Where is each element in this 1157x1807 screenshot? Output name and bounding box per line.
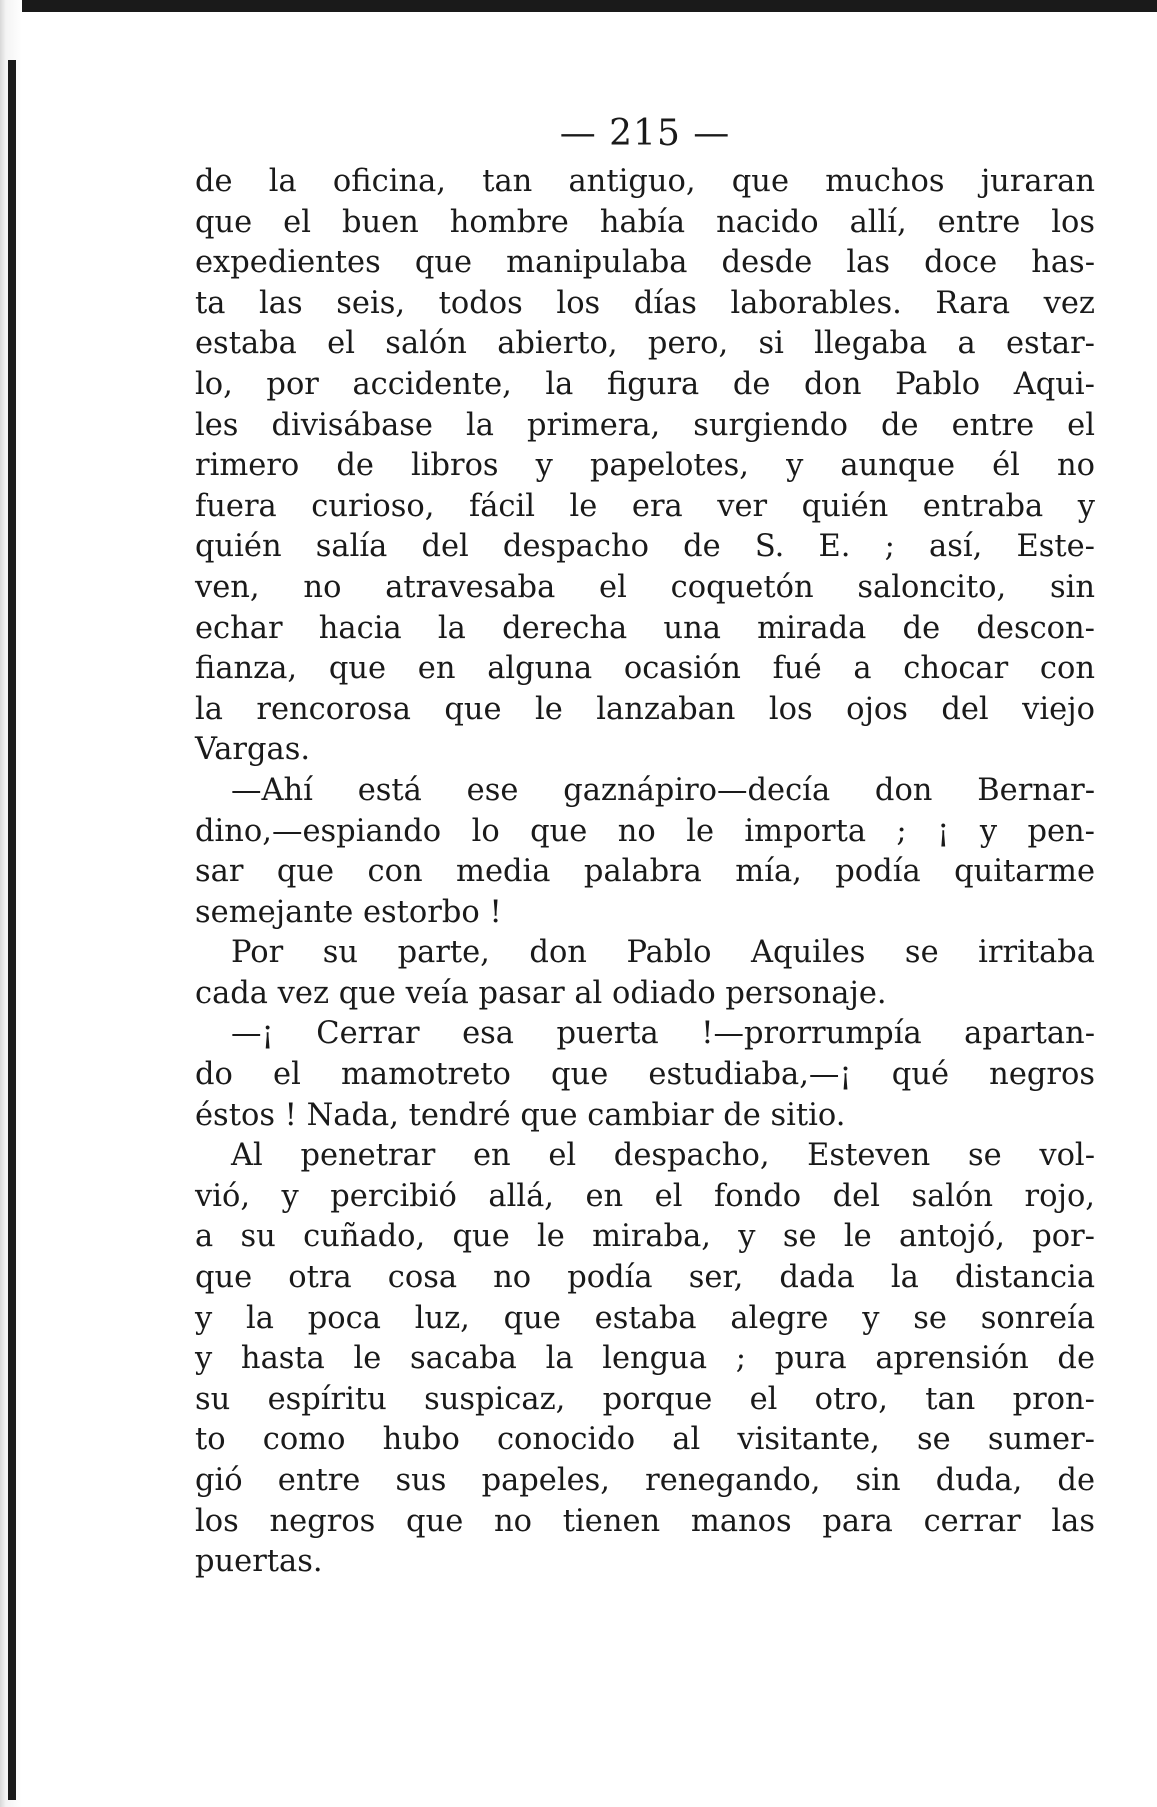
body-text [195,162,1095,1583]
text-line: a su cuñado, que le miraba, y se le antojó, por- [195,1219,1095,1255]
text-line: cada vez que veía pasar al odiado personaje. [195,975,887,1011]
text-line: —¡ Cerrar esa puerta !—prorrumpía apartan- [231,1016,1095,1052]
text-line: echar hacia la derecha una mirada de descon- [195,610,1095,646]
text-line: sar que con media palabra mía, podía quitarme [195,854,1095,890]
text-line: lo, por accidente, la figura de don Pablo Aqui- [195,366,1095,402]
text-line: y la poca luz, que estaba alegre y se sonreía [195,1300,1095,1336]
text-line: que otra cosa no podía ser, dada la distancia [195,1260,1095,1296]
text-line: Al penetrar en el despacho, Esteven se vol- [231,1138,1095,1174]
text-line: les divisábase la primera, surgiendo de entre el [195,407,1095,443]
text-line: estaba el salón abierto, pero, si llegaba a estar- [195,326,1095,362]
text-line: expedientes que manipulaba desde las doce has- [195,245,1095,281]
text-line: éstos ! Nada, tendré que cambiar de sitio. [195,1097,846,1133]
page-number: — 215 — [559,113,731,154]
text-line: —Ahí está ese gaznápiro—decía don Bernar- [231,772,1095,808]
text-line: y hasta le sacaba la lengua ; pura aprensión de [195,1341,1095,1377]
book-page [195,110,1095,1583]
text-line: Por su parte, don Pablo Aquiles se irritaba [231,935,1095,971]
text-line: la rencorosa que le lanzaban los ojos del viejo [195,691,1095,727]
text-line: ta las seis, todos los días laborables. Rara vez [195,285,1095,321]
book-spine-shadow [8,60,16,1800]
text-line: los negros que no tienen manos para cerrar las [195,1503,1095,1539]
text-line: ven, no atravesaba el coquetón saloncito, sin [195,569,1095,605]
text-line: de la oficina, tan antiguo, que muchos juraran [195,164,1095,199]
text-line: do el mamotreto que estudiaba,—¡ qué negros [195,1057,1095,1093]
top-border-rule [0,0,1157,12]
text-line: rimero de libros y papelotes, y aunque él no [195,448,1095,484]
text-line: semejante estorbo ! [195,894,502,930]
text-line: fianza, que en alguna ocasión fué a chocar con [195,651,1095,687]
text-line: Vargas. [195,732,311,768]
text-line: que el buen hombre había nacido allí, entre los [195,204,1095,240]
text-line: puertas. [195,1544,323,1580]
text-line: gió entre sus papeles, renegando, sin duda, de [195,1463,1095,1498]
text-line: fuera curioso, fácil le era ver quién entraba y [195,488,1095,524]
text-line: su espíritu suspicaz, porque el otro, tan pron- [195,1381,1095,1417]
text-line: quién salía del despacho de S. E. ; así, Este- [195,529,1095,565]
text-line: to como hubo conocido al visitante, se sumer- [195,1422,1095,1458]
text-line: vió, y percibió allá, en el fondo del salón rojo, [195,1178,1095,1214]
text-line: dino,—espiando lo que no le importa ; ¡ y pen- [195,813,1095,849]
